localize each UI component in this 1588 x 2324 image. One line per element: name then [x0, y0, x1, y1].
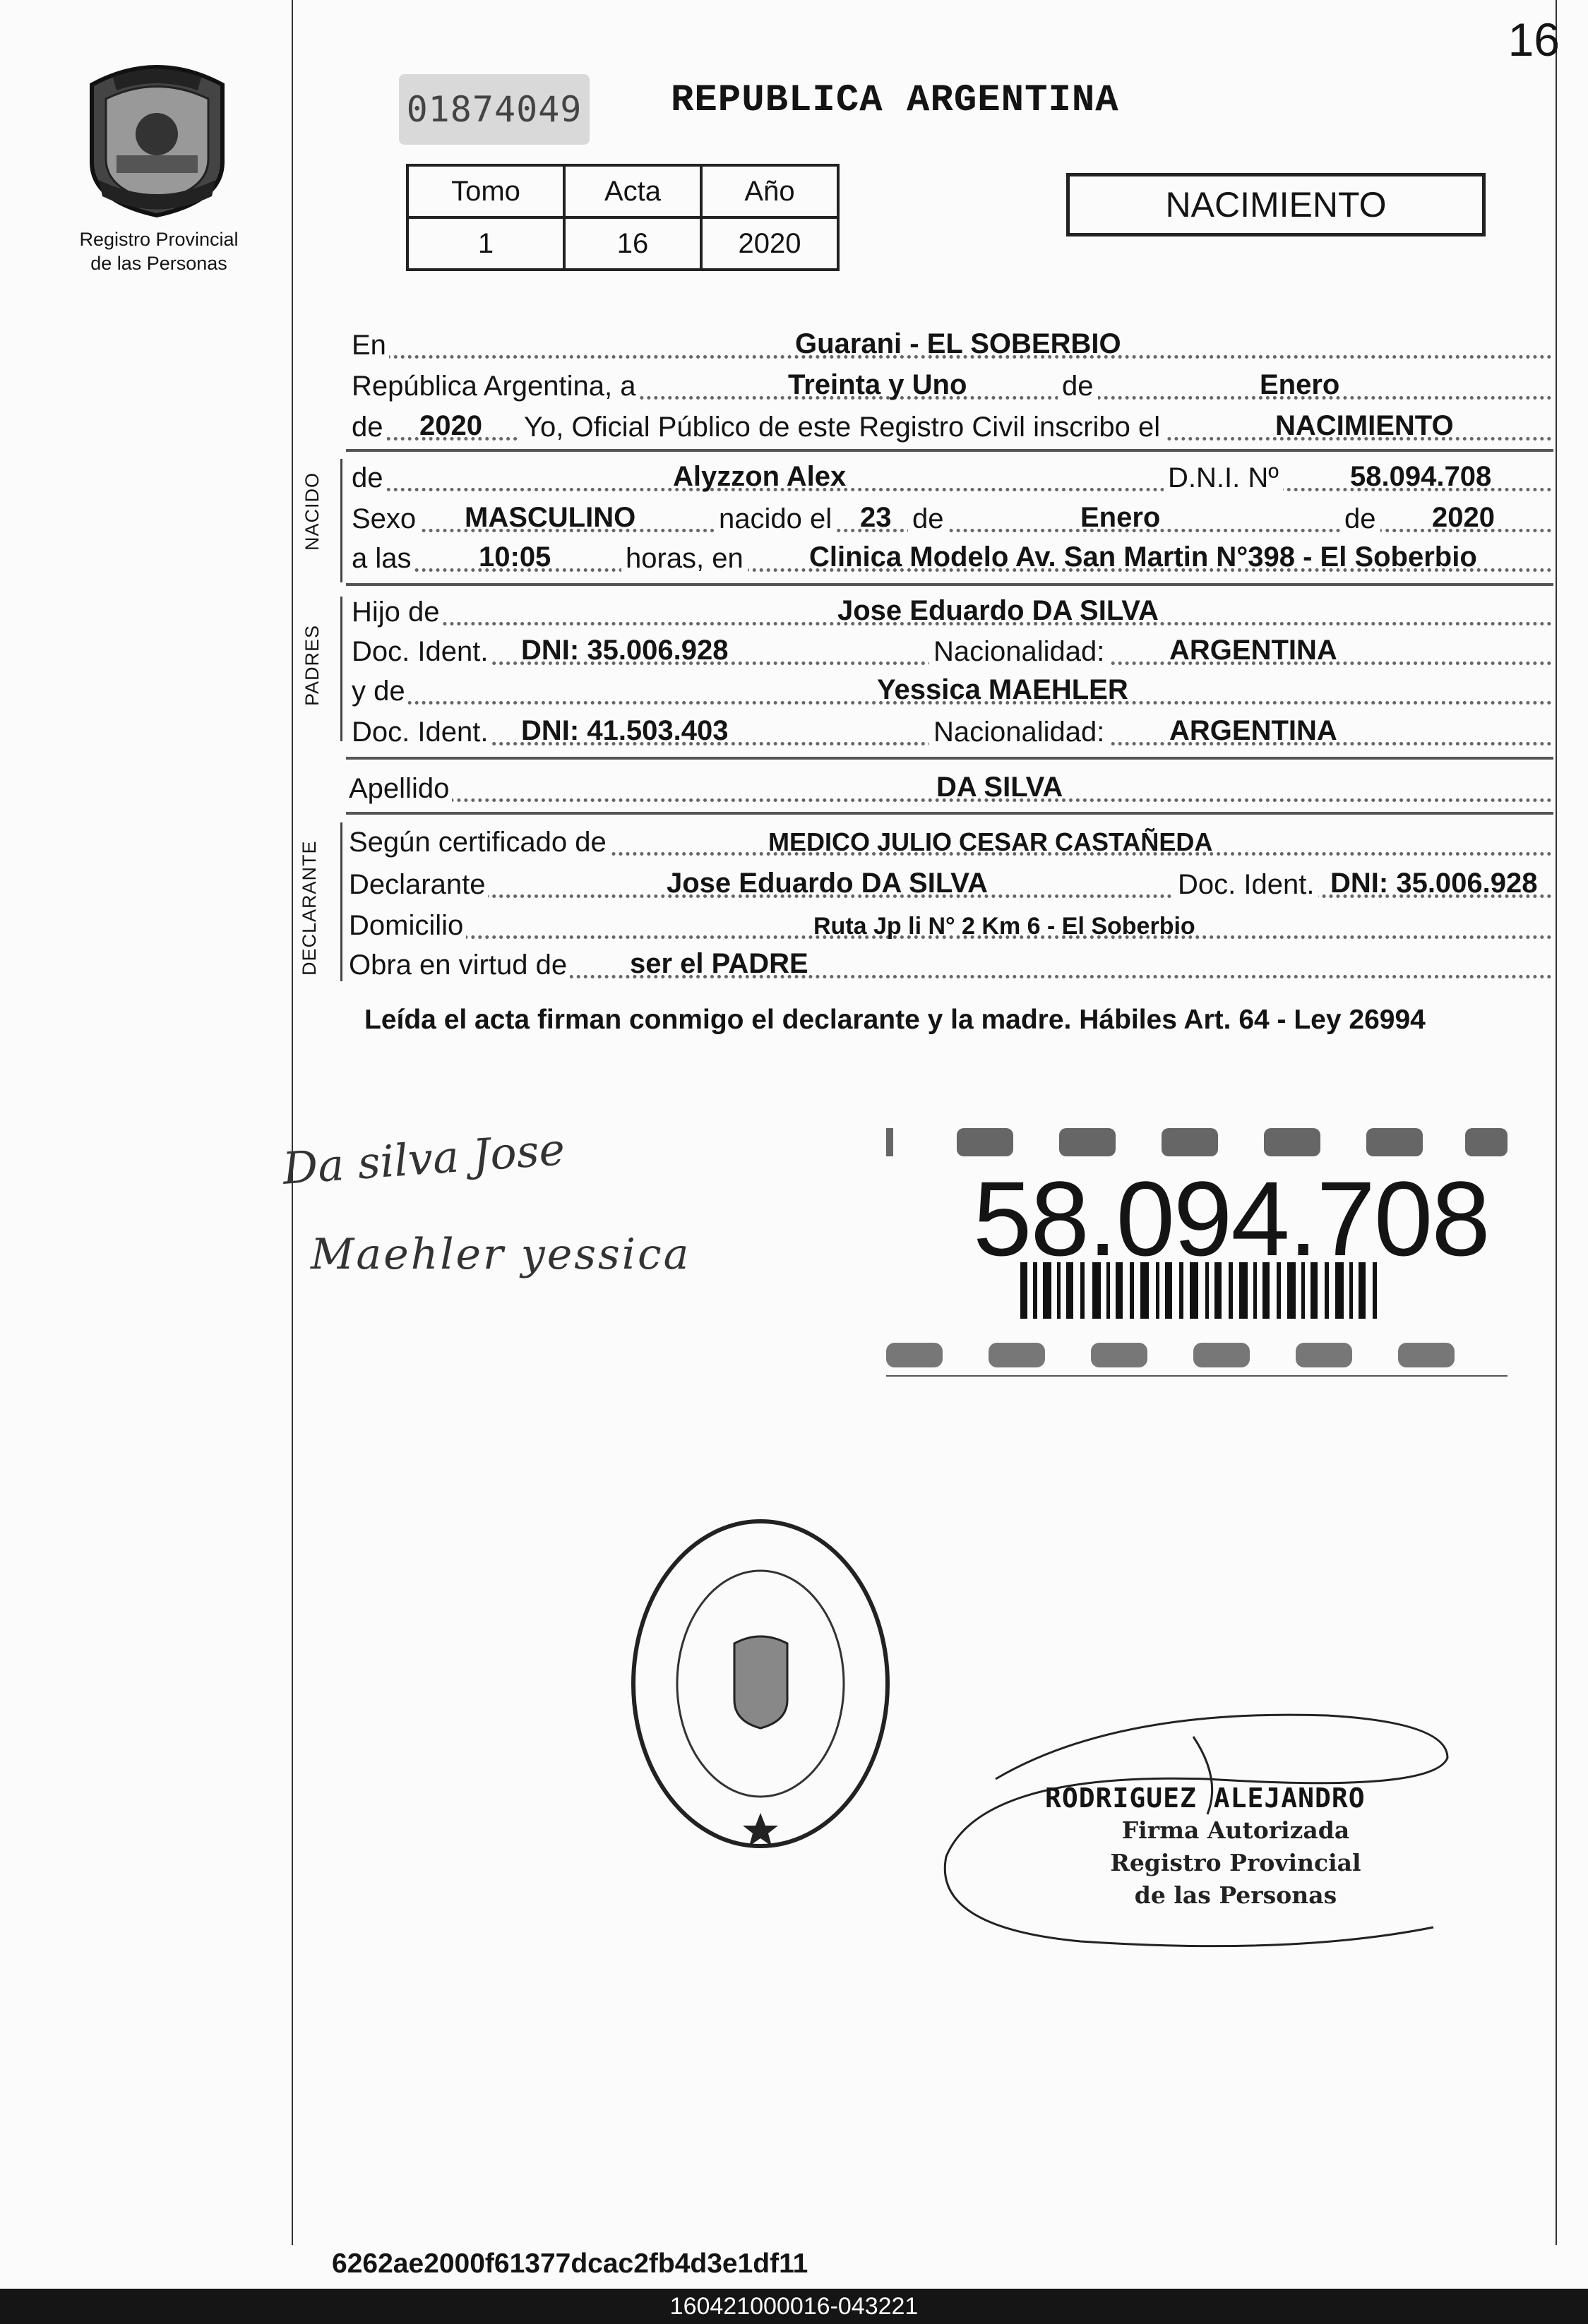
footer-code: 160421000016-043221 — [0, 2289, 1588, 2324]
doc-ident-label: Doc. Ident. — [1174, 869, 1318, 901]
year-value: 2020 — [419, 410, 482, 441]
row-obra — [349, 947, 1552, 984]
mother-nationality-value: ARGENTINA — [1169, 715, 1337, 746]
section-label-padres: PADRES — [302, 624, 323, 706]
obra-value: ser el PADRE — [630, 948, 808, 979]
official-title: Firma Autorizada Registro Provincial de las Personas — [1110, 1816, 1361, 1909]
row-padre — [352, 594, 1552, 631]
de-label: de — [908, 503, 948, 535]
section-divider — [346, 812, 1553, 815]
month-value: Enero — [1260, 369, 1340, 400]
section-label-declarante: DECLARANTE — [299, 840, 320, 976]
section-bar — [340, 597, 342, 741]
declarante-doc-value: DNI: 35.006.928 — [1330, 868, 1538, 899]
row-madre — [352, 673, 1552, 710]
table-value-acta: 16 — [564, 217, 701, 270]
section-bar — [340, 459, 342, 582]
birth-day-value: 23 — [860, 502, 892, 533]
table-value-row — [407, 217, 838, 270]
de-label: de — [352, 412, 386, 443]
closing-statement: Leída el acta firman conmigo el declarante y la madre. Hábiles Art. 64 - Ley 26994 — [364, 1005, 1426, 1035]
section-divider — [346, 583, 1553, 586]
nacido-el-label: nacido el — [715, 503, 836, 535]
certificado-value: MEDICO JULIO CESAR CASTAÑEDA — [768, 827, 1213, 856]
nacionalidad-label: Nacionalidad: — [929, 717, 1109, 748]
section-label-nacido: NACIDO — [302, 472, 323, 551]
row-nacido-name — [352, 460, 1552, 497]
sexo-value: MASCULINO — [465, 502, 636, 533]
birth-month-value: Enero — [1080, 502, 1161, 533]
row-sexo — [352, 501, 1552, 538]
registry-table — [406, 164, 840, 271]
row-certificado — [349, 825, 1552, 861]
page-number: 16 — [1508, 13, 1560, 66]
official-text: Yo, Oficial Público de este Registro Civil inscribo el — [520, 412, 1164, 443]
mother-name-value: Yessica MAEHLER — [877, 674, 1128, 705]
row-en — [352, 328, 1552, 364]
doc-ident-label: Doc. Ident. — [352, 636, 491, 668]
father-nationality-value: ARGENTINA — [1169, 635, 1337, 666]
row-declarante — [349, 867, 1552, 904]
de-label: de — [352, 462, 386, 494]
obra-label: Obra en virtud de — [349, 950, 570, 981]
birth-year-value: 2020 — [1432, 502, 1495, 533]
registry-label: Registro Provincial de las Personas — [79, 229, 239, 274]
province-seal-logo — [78, 56, 237, 219]
event-value: NACIMIENTO — [1275, 410, 1454, 441]
row-year — [352, 409, 1552, 446]
place-value: Guarani - EL SOBERBIO — [795, 328, 1121, 359]
row-madre-doc — [352, 714, 1552, 751]
child-dni-value: 58.094.708 — [1350, 461, 1492, 492]
row-padre-doc — [352, 634, 1552, 671]
horas-label: horas, en — [621, 543, 748, 575]
day-value: Treinta y Uno — [788, 369, 967, 400]
apellido-value: DA SILVA — [936, 772, 1063, 803]
a-las-label: a las — [352, 543, 414, 575]
table-header-acta: Acta — [564, 165, 701, 217]
father-name-value: Jose Eduardo DA SILVA — [837, 595, 1159, 626]
table-value-ano: 2020 — [701, 217, 838, 270]
document-type-box: NACIMIENTO — [1066, 173, 1486, 236]
dni-sticker-number: 58.094.708 — [973, 1159, 1489, 1278]
de-label: de — [1340, 503, 1380, 535]
table-value-tomo: 1 — [407, 217, 564, 270]
table-header-tomo: Tomo — [407, 165, 564, 217]
father-doc-value: DNI: 35.006.928 — [521, 635, 729, 666]
serial-number: 01874049 — [399, 74, 590, 145]
row-apellido — [349, 771, 1552, 808]
y-de-label: y de — [352, 676, 408, 707]
hijo-de-label: Hijo de — [352, 597, 443, 628]
apellido-label: Apellido — [349, 773, 452, 805]
page-title: REPUBLICA ARGENTINA — [671, 79, 1119, 122]
domicilio-label: Domicilio — [349, 910, 466, 942]
left-margin-line — [292, 0, 293, 2245]
section-bar — [340, 822, 342, 981]
row-domicilio — [349, 908, 1552, 945]
table-header-ano: Año — [701, 165, 838, 217]
time-value: 10:05 — [479, 541, 551, 573]
birth-place-value: Clinica Modelo Av. San Martin N°398 - El Soberbio — [809, 541, 1477, 573]
domicilio-value: Ruta Jp li N° 2 Km 6 - El Soberbio — [813, 913, 1195, 940]
declarante-value: Jose Eduardo DA SILVA — [667, 868, 988, 899]
dni-label: D.N.I. Nº — [1164, 462, 1283, 494]
table-header-row — [407, 165, 838, 217]
document-hash: 6262ae2000f61377dcac2fb4d3e1df11 — [332, 2248, 808, 2279]
republica-label: República Argentina, a — [352, 371, 639, 402]
de-label: de — [1058, 371, 1098, 402]
mother-doc-value: DNI: 41.503.403 — [521, 715, 729, 746]
sexo-label: Sexo — [352, 503, 419, 535]
row-republica — [352, 369, 1552, 405]
section-divider — [346, 449, 1553, 452]
row-hora — [352, 541, 1552, 577]
certificado-label: Según certificado de — [349, 827, 609, 858]
official-name: RODRIGUEZ ALEJANDRO — [1045, 1783, 1366, 1814]
right-margin-line — [1556, 0, 1557, 2245]
declarante-label: Declarante — [349, 869, 488, 901]
mother-signature: Maehler yessica — [311, 1230, 691, 1279]
section-divider — [346, 757, 1553, 760]
registry-stamp — [628, 1516, 893, 1852]
child-name-value: Alyzzon Alex — [673, 461, 847, 492]
doc-ident-label: Doc. Ident. — [352, 717, 491, 748]
nacionalidad-label: Nacionalidad: — [929, 636, 1109, 668]
en-label: En — [352, 330, 389, 361]
father-signature: Da silva Jose — [280, 1123, 567, 1194]
